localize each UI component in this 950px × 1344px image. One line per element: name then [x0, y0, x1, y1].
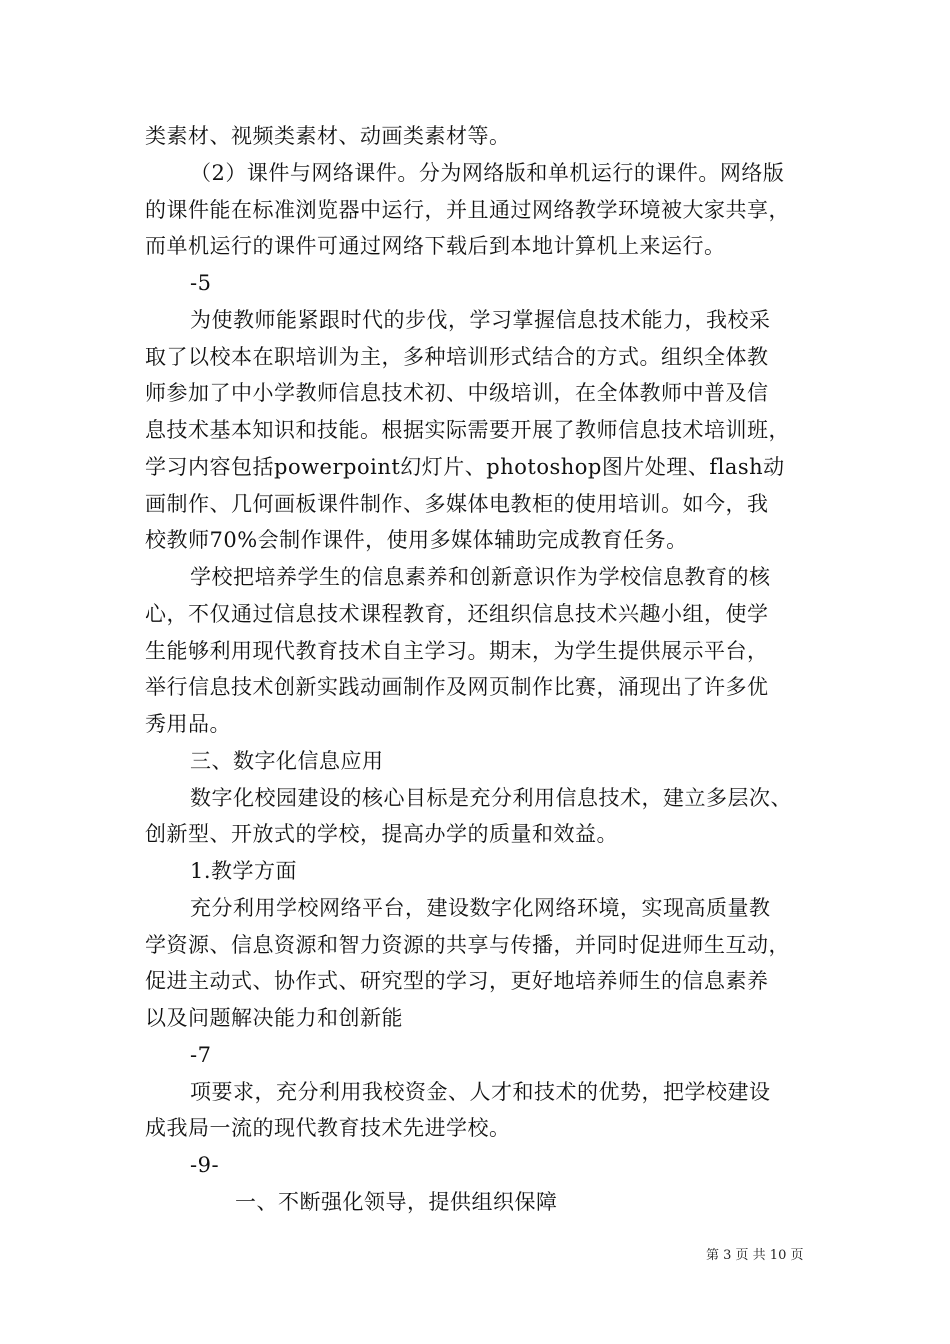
text-line: 的课件能在标准浏览器中运行，并且通过网络教学环境被大家共享，: [145, 198, 790, 222]
text-line: 校教师70%会制作课件，使用多媒体辅助完成教育任务。: [145, 528, 688, 552]
page-footer: 第 3 页 共 10 页: [706, 1248, 804, 1263]
text-line: 项要求，充分利用我校资金、人才和技术的优势，把学校建设: [190, 1080, 771, 1104]
text-line: 画制作、几何画板课件制作、多媒体电教柜的使用培训。如今，我: [145, 492, 769, 516]
page-marker: -7: [190, 1043, 212, 1067]
text-line: 取了以校本在职培训为主，多种培训形式结合的方式。组织全体教: [145, 345, 769, 369]
text-line: 师参加了中小学教师信息技术初、中级培训，在全体教师中普及信: [145, 381, 769, 405]
text-line: 生能够利用现代教育技术自主学习。期末，为学生提供展示平台，: [145, 639, 769, 663]
text-line: 类素材、视频类素材、动画类素材等。: [145, 124, 511, 148]
text-line: 心，不仅通过信息技术课程教育，还组织信息技术兴趣小组，使学: [145, 602, 769, 626]
text-line: 以及问题解决能力和创新能: [145, 1006, 403, 1030]
text-line: 息技术基本知识和技能。根据实际需要开展了教师信息技术培训班，: [145, 418, 790, 442]
page-marker: -5: [190, 271, 212, 295]
text-line: 学资源、信息资源和智力资源的共享与传播，并同时促进师生互动，: [145, 933, 790, 957]
text-line: 举行信息技术创新实践动画制作及网页制作比赛，涌现出了许多优: [145, 675, 769, 699]
text-line: 秀用品。: [145, 712, 231, 736]
text-line: 促进主动式、协作式、研究型的学习，更好地培养师生的信息素养: [145, 969, 769, 993]
text-line: 充分利用学校网络平台，建设数字化网络环境，实现高质量教: [190, 896, 771, 920]
section-heading: 一、不断强化领导，提供组织保障: [235, 1190, 558, 1214]
subsection-heading: 1.教学方面: [190, 859, 298, 883]
text-line: 而单机运行的课件可通过网络下载后到本地计算机上来运行。: [145, 234, 726, 258]
text-line: 学习内容包括powerpoint幻灯片、photoshop图片处理、flash动: [145, 455, 785, 479]
section-heading: 三、数字化信息应用: [190, 749, 384, 773]
text-line: 创新型、开放式的学校，提高办学的质量和效益。: [145, 822, 618, 846]
text-line: 为使教师能紧跟时代的步伐，学习掌握信息技术能力，我校采: [190, 308, 771, 332]
text-line: 成我局一流的现代教育技术先进学校。: [145, 1116, 511, 1140]
text-line: （2）课件与网络课件。分为网络版和单机运行的课件。网络版: [190, 161, 785, 185]
text-line: 数字化校园建设的核心目标是充分利用信息技术，建立多层次、: [190, 786, 792, 810]
page-marker: -9-: [190, 1153, 220, 1177]
text-line: 学校把培养学生的信息素养和创新意识作为学校信息教育的核: [190, 565, 771, 589]
